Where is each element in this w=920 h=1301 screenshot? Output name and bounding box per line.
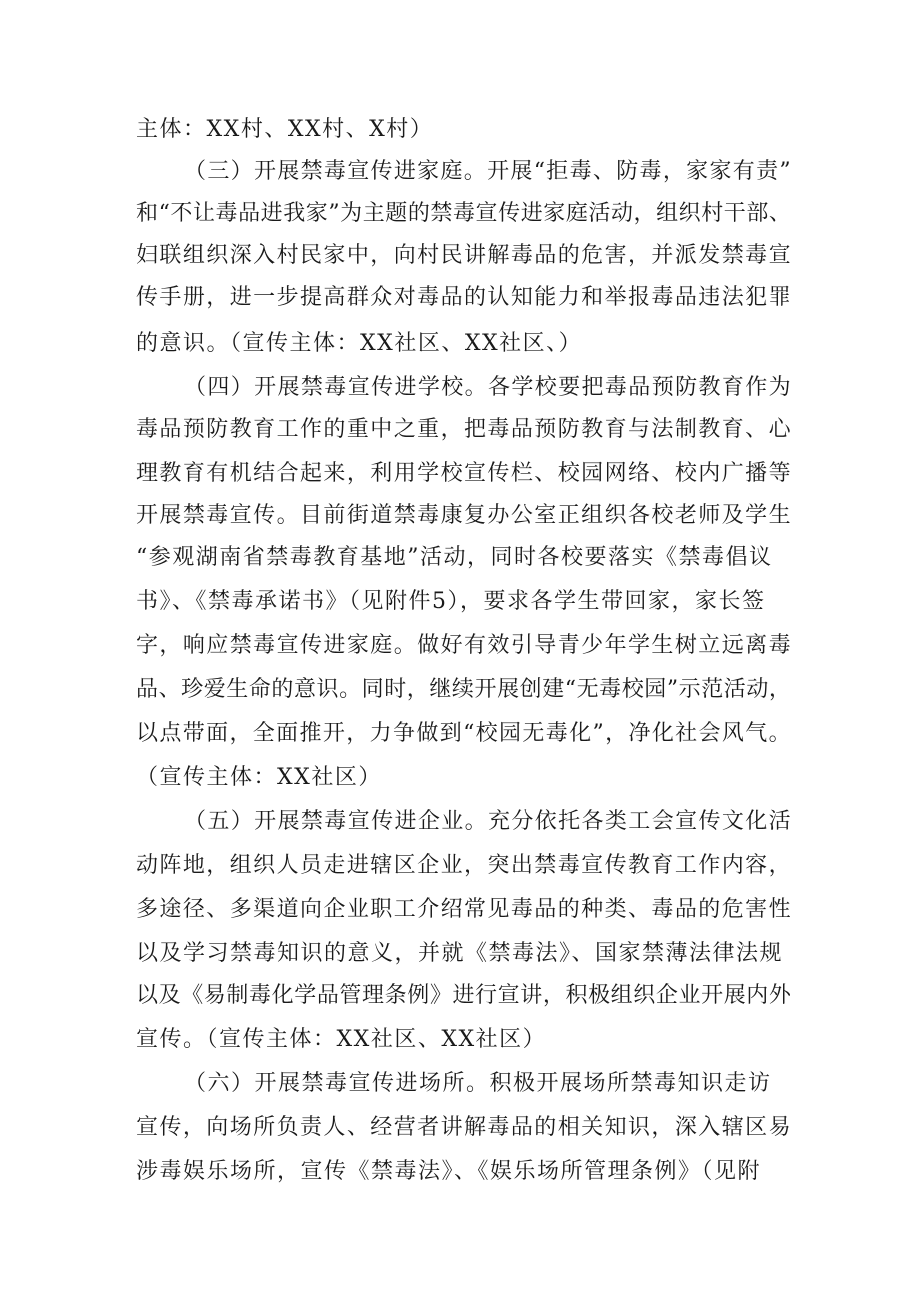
text-line: 多途径、多渠道向企业职工介绍常见毒品的种类、毒品的危害性 xyxy=(136,897,793,922)
text-line: 和“不让毒品进我家”为主题的禁毒宣传进家庭活动，组织村干部、 xyxy=(136,201,792,226)
text-line: 涉毒娱乐场所，宣传《禁毒法》、《娱乐场所管理条例》（见附 xyxy=(136,1159,762,1184)
text-line: 动阵地，组织人员走进辖区企业，突出禁毒宣传教育工作内容， xyxy=(136,853,793,878)
text-line: 以点带面，全面推开，力争做到“校园无毒化”，净化社会风气。 xyxy=(136,721,792,746)
text-line: 以及学习禁毒知识的意义，并就《禁毒法》、国家禁薄法律法规 xyxy=(136,941,784,966)
text-line: 品、珍爱生命的意识。同时，继续开展创建“无毒校园”示范活动， xyxy=(136,677,792,702)
text-line: 主体：XX村、XX村、X村） xyxy=(136,117,434,142)
text-line: 以及《易制毒化学品管理条例》进行宣讲，积极组织企业开展内外 xyxy=(136,983,792,1008)
paragraph-4-heading-line: （四）开展禁毒宣传进学校。各学校要把毒品预防教育作为 xyxy=(184,375,793,400)
text-line: “参观湖南省禁毒教育基地”活动，同时各校要落实《禁毒倡议 xyxy=(136,545,773,570)
paragraph-5-heading-line: （五）开展禁毒宣传进企业。充分依托各类工会宣传文化活 xyxy=(184,809,793,834)
text-line: 宣传。（宣传主体：XX社区、XX社区） xyxy=(136,1027,547,1052)
text-line: 妇联组织深入村民家中，向村民讲解毒品的危害，并派发禁毒宣 xyxy=(136,243,793,268)
text-line: 的意识。（宣传主体：XX社区、XX社区、） xyxy=(136,331,583,356)
text-line: 传手册，进一步提高群众对毒品的认知能力和举报毒品违法犯罪 xyxy=(136,285,793,310)
text-line: 毒品预防教育工作的重中之重，把毒品预防教育与法制教育、心 xyxy=(136,417,793,442)
text-line: （宣传主体：XX社区） xyxy=(136,765,382,790)
text-line: 宣传，向场所负责人、经营者讲解毒品的相关知识，深入辖区易 xyxy=(136,1115,793,1140)
text-line: 字，响应禁毒宣传进家庭。做好有效引导青少年学生树立远离毒 xyxy=(136,633,793,658)
paragraph-6-heading-line: （六）开展禁毒宣传进场所。积极开展场所禁毒知识走访 xyxy=(184,1071,772,1096)
text-line: 开展禁毒宣传。目前街道禁毒康复办公室正组织各校老师及学生 xyxy=(136,503,793,528)
text-line: 书》、《禁毒承诺书》（见附件5），要求各学生带回家，家长签 xyxy=(136,589,766,614)
text-line: 理教育有机结合起来，利用学校宣传栏、校园网络、校内广播等 xyxy=(136,461,793,486)
paragraph-3-heading-line: （三）开展禁毒宣传进家庭。开展“拒毒、防毒，家家有责” xyxy=(184,159,792,184)
